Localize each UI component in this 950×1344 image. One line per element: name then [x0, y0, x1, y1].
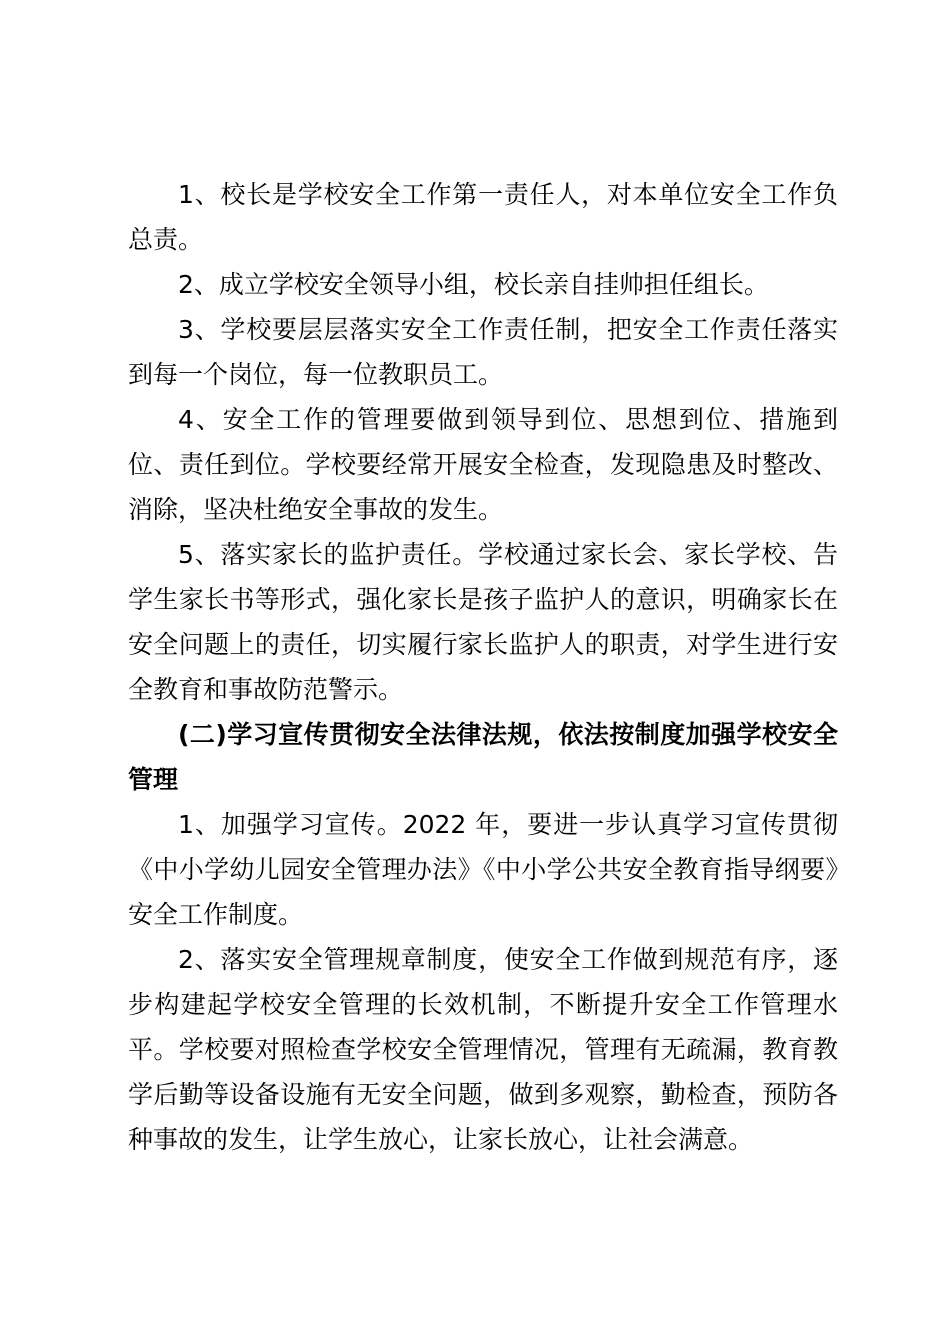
paragraph-2: 2、成立学校安全领导小组，校长亲自挂帅担任组长。 [178, 270, 769, 299]
paragraph-3: 3、学校要层层落实安全工作责任制，把安全工作责任落实到每一个岗位，每一位教职员工。 [128, 315, 838, 389]
paragraph-4: 4、安全工作的管理要做到领导到位、思想到位、措施到位、责任到位。学校要经常开展安全检查，发现隐患及时整改、消除，坚决杜绝安全事故的发生。 [128, 405, 838, 524]
paragraph-1: 1、校长是学校安全工作第一责任人，对本单位安全工作负总责。 [128, 180, 838, 254]
paragraph-5: 5、落实家长的监护责任。学校通过家长会、家长学校、告学生家长书等形式，强化家长是孩子监护人的意识，明确家长在安全问题上的责任，切实履行家长监护人的职责，对学生进行安全教育和事故防范警示。 [128, 540, 838, 704]
section-heading: (二)学习宣传贯彻安全法律法规，依法按制度加强学校安全管理 [128, 720, 838, 794]
document-body [128, 172, 838, 1162]
section-paragraph-1: 1、加强学习宣传。2022 年，要进一步认真学习宣传贯彻《中小学幼儿园安全管理办法》《中小学公共安全教育指导纲要》安全工作制度。 [128, 810, 838, 929]
section-paragraph-2: 2、落实安全管理规章制度，使安全工作做到规范有序，逐步构建起学校安全管理的长效机制，不断提升安全工作管理水平。学校要对照检查学校安全管理情况，管理有无疏漏，教育教学后勤等设备设施有无安全问题，做到多观察，勤检查，预防各种事故的发生，让学生放心，让家长放心，让社会满意。 [128, 945, 838, 1154]
